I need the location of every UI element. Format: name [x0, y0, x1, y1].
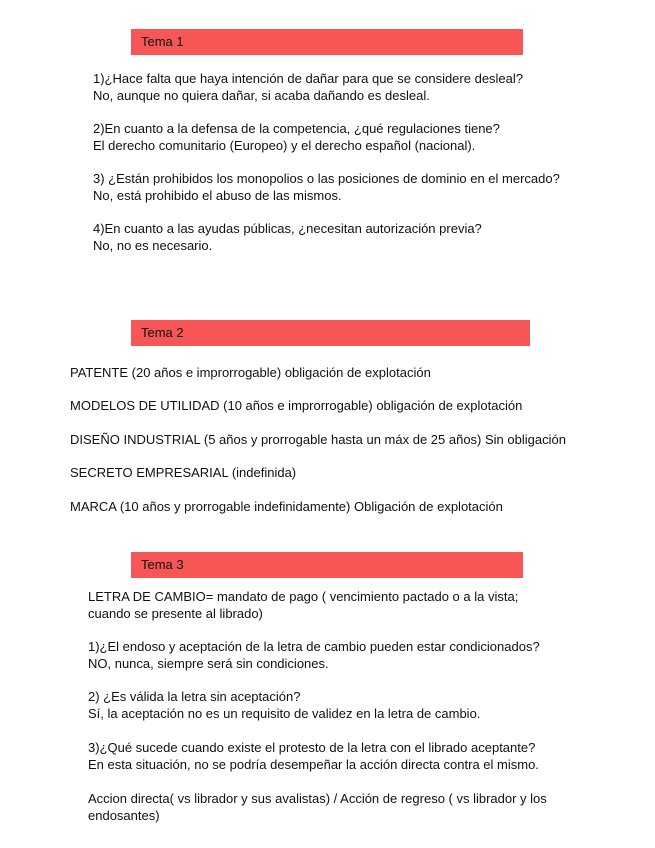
- tema3-intro: [88, 588, 518, 622]
- answer: No, está prohibido el abuso de las mismos.: [93, 188, 342, 203]
- tema1-qa-3: [93, 170, 560, 204]
- tema3-title: Tema 3: [141, 557, 184, 572]
- question: 2) ¿Es válida la letra sin aceptación?: [88, 689, 301, 704]
- tema3-qa-3: [88, 739, 539, 773]
- question: 1)¿Hace falta que haya intención de dañar para que se considere desleal?: [93, 71, 524, 86]
- tema2-header: [131, 320, 530, 346]
- tema2-item-modelos-utilidad: MODELOS DE UTILIDAD (10 años e improrrogable) obligación de explotación: [70, 398, 523, 413]
- tema1-title: Tema 1: [141, 34, 184, 49]
- answer: NO, nunca, siempre será sin condiciones.: [88, 656, 329, 671]
- tema1-header: [131, 29, 523, 55]
- tema1-qa-4: [93, 220, 482, 254]
- question: 3) ¿Están prohibidos los monopolios o las posiciones de dominio en el mercado?: [93, 171, 560, 186]
- question: 1)¿El endoso y aceptación de la letra de cambio pueden estar condicionados?: [88, 639, 540, 654]
- tema1-qa-1: [93, 70, 523, 104]
- tema3-header: [131, 552, 523, 578]
- question: 4)En cuanto a las ayudas públicas, ¿necesitan autorización previa?: [93, 221, 482, 236]
- intro-line: cuando se presente al librado): [88, 606, 263, 621]
- closing-line: endosantes): [88, 808, 160, 823]
- tema2-item-secreto-empresarial: SECRETO EMPRESARIAL (indefinida): [70, 465, 297, 480]
- answer: Sí, la aceptación no es un requisito de validez en la letra de cambio.: [88, 706, 481, 721]
- answer: No, aunque no quiera dañar, si acaba dañando es desleal.: [93, 88, 430, 103]
- tema3-qa-2: [88, 688, 480, 722]
- question: 3)¿Qué sucede cuando existe el protesto de la letra con el librado aceptante?: [88, 740, 536, 755]
- tema2-title: Tema 2: [141, 325, 184, 340]
- answer: No, no es necesario.: [93, 238, 213, 253]
- answer: El derecho comunitario (Europeo) y el derecho español (nacional).: [93, 138, 476, 153]
- intro-line: LETRA DE CAMBIO= mandato de pago ( vencimiento pactado o a la vista;: [88, 589, 519, 604]
- tema2-item-patente: PATENTE (20 años e improrrogable) obligación de explotación: [70, 365, 431, 380]
- tema3-qa-1: [88, 638, 540, 672]
- tema2-item-marca: MARCA (10 años y prorrogable indefinidamente) Obligación de explotación: [70, 499, 503, 514]
- answer: En esta situación, no se podría desempeñar la acción directa contra el mismo.: [88, 757, 539, 772]
- tema2-item-diseno-industrial: DISEÑO INDUSTRIAL (5 años y prorrogable hasta un máx de 25 años) Sin obligación: [70, 432, 566, 447]
- question: 2)En cuanto a la defensa de la competencia, ¿qué regulaciones tiene?: [93, 121, 500, 136]
- tema3-closing: [88, 790, 547, 824]
- tema1-qa-2: [93, 120, 500, 154]
- closing-line: Accion directa( vs librador y sus avalistas) / Acción de regreso ( vs librador y los: [88, 791, 547, 806]
